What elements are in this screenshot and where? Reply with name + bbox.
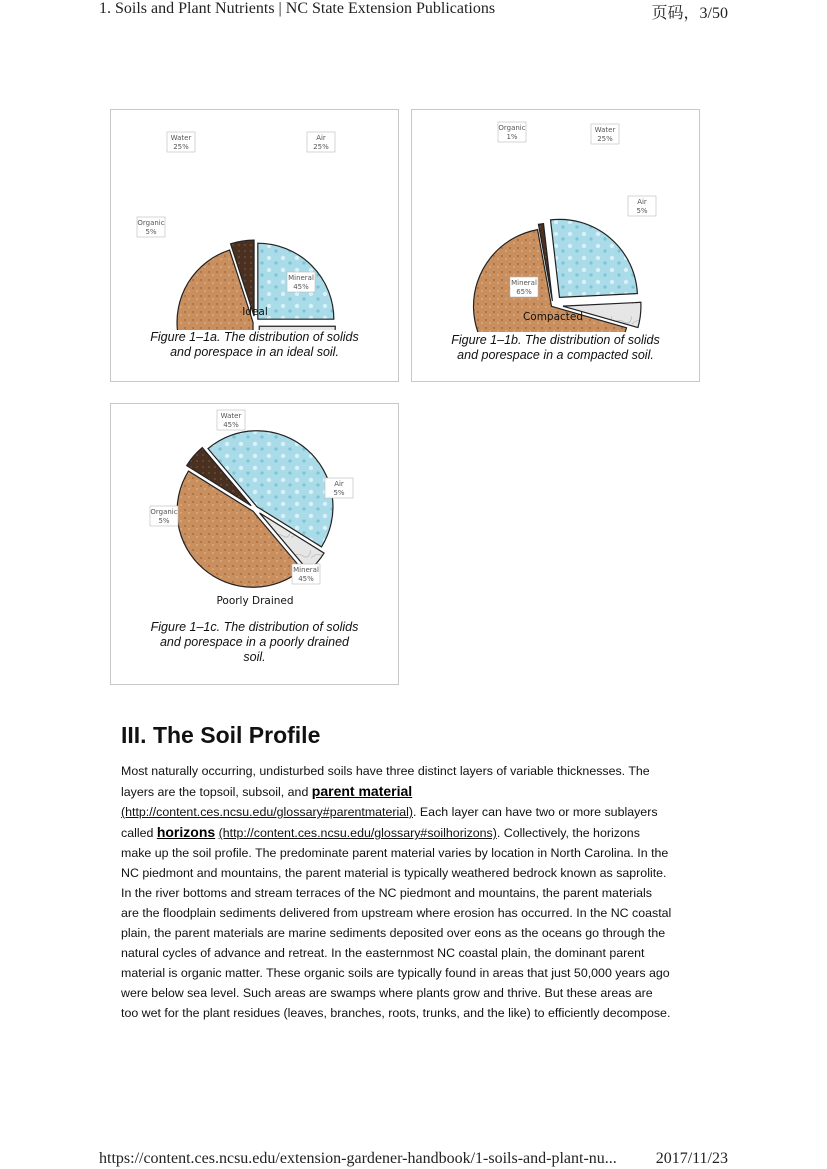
pie-label-value: 5% (145, 228, 157, 236)
pie-label-value: 5% (636, 207, 648, 215)
pie-label-value: 1% (506, 133, 518, 141)
figure-poorly-drained (110, 403, 399, 685)
pie-label-organic (498, 122, 526, 142)
body-line: are the floodplain sediments delivered from upstream where erosion has occurred. In the NC coastal (121, 906, 672, 920)
pie-label-air (325, 478, 353, 498)
caption-line: Figure 1–1a. The distribution of solids (150, 330, 359, 344)
pie-chart-poorly-drained (111, 404, 400, 619)
parent-material-url-link[interactable]: (http://content.ces.ncsu.edu/glossary#parentmaterial) (121, 805, 414, 819)
body-text-span: . Collectively, the horizons (496, 826, 640, 840)
page-footer-date: 2017/11/23 (655, 1150, 728, 1167)
pie-label-value: 25% (597, 135, 613, 143)
pie-label-organic (137, 217, 165, 237)
pie-label-air (307, 132, 335, 152)
pie-label-name: Air (334, 480, 344, 488)
pie-label-name: Air (316, 134, 326, 142)
pie-label-value: 45% (293, 283, 309, 291)
pie-label-organic (150, 506, 178, 526)
pie-label-value: 25% (313, 143, 329, 151)
section-heading: III. The Soil Profile (121, 722, 321, 748)
pie-label-name: Water (170, 134, 192, 142)
parent-material-link[interactable]: parent material (311, 783, 413, 799)
body-line: were below sea level. Such areas are swamps where plants grow and thrive. But these areas are (121, 986, 653, 1000)
body-text-span: . Each layer can have two or more sublayers (413, 805, 658, 819)
body-line: material is organic matter. These organic soils are typically found in areas that just 50,000 years ago (121, 966, 670, 980)
pie-label-water (167, 132, 195, 152)
page-footer-url: https://content.ces.ncsu.edu/extension-gardener-handbook/1-soils-and-plant-nu... (99, 1150, 617, 1167)
pie-label-name: Organic (498, 124, 526, 132)
figure-ideal (110, 109, 399, 382)
pie-label-value: 45% (298, 575, 314, 583)
pie-label-name: Mineral (511, 279, 537, 287)
pie-label-mineral (287, 272, 315, 292)
pie-label-value: 5% (158, 517, 170, 525)
caption-line: and porespace in an ideal soil. (170, 345, 339, 359)
body-line: natural cycles of advance and retreat. In the easternmost NC coastal plain, the dominant parent (121, 946, 645, 960)
section-body (121, 761, 711, 1023)
body-line: make up the soil profile. The predominate parent material varies by location in North Carolina. In the (121, 846, 669, 860)
pie-label-name: Mineral (293, 566, 319, 574)
page-number: 页码，3/50 (651, 5, 728, 22)
figure-caption (111, 620, 398, 665)
pie-label-name: Air (637, 198, 647, 206)
pie-label-name: Organic (137, 219, 165, 227)
pie-label-water (217, 410, 245, 430)
body-line: NC piedmont and mountains, the parent material is typically weathered bedrock known as saprolite. (121, 866, 667, 880)
pie-label-mineral (510, 277, 538, 297)
figure-compacted (411, 109, 700, 382)
body-text-span: called (121, 826, 157, 840)
body-line: too wet for the plant residues (leaves, branches, roots, trunks, and the like) to efficiently decompose. (121, 1006, 671, 1020)
pie-slice-water (551, 219, 638, 297)
pie-label-value: 45% (223, 421, 239, 429)
pie-label-name: Mineral (288, 274, 314, 282)
pie-label-name: Organic (150, 508, 178, 516)
page-header-title: 1. Soils and Plant Nutrients | NC State Extension Publications (99, 0, 496, 17)
pie-label-value: 25% (173, 143, 189, 151)
pie-label-name: Water (594, 126, 616, 134)
pie-label-water (591, 124, 619, 144)
body-text-span: layers are the topsoil, subsoil, and (121, 785, 312, 799)
body-line: Most naturally occurring, undisturbed soils have three distinct layers of variable thicknesses. The (121, 764, 650, 778)
pie-title: Poorly Drained (216, 595, 294, 607)
body-line (121, 822, 711, 843)
figure-caption (412, 333, 699, 363)
pie-label-mineral (292, 564, 320, 584)
pie-label-value: 5% (333, 489, 345, 497)
horizons-url-link[interactable]: (http://content.ces.ncsu.edu/glossary#soilhorizons) (218, 826, 497, 840)
body-line: plain, the parent materials are marine sediments deposited over eons as the oceans go through the (121, 926, 666, 940)
pie-title: Ideal (242, 306, 268, 318)
body-line (121, 781, 711, 802)
body-line: In the river bottoms and stream terraces of the NC piedmont and mountains, the parent materials (121, 886, 652, 900)
caption-line: soil. (243, 650, 266, 664)
horizons-link[interactable]: horizons (156, 824, 216, 840)
pie-chart-ideal (111, 110, 400, 330)
caption-line: Figure 1–1b. The distribution of solids (451, 333, 660, 347)
pie-label-air (628, 196, 656, 216)
pie-chart-compacted (412, 110, 701, 332)
body-line (121, 802, 711, 822)
caption-line: and porespace in a poorly drained (159, 635, 350, 649)
pie-title: Compacted (522, 311, 584, 323)
caption-line: Figure 1–1c. The distribution of solids (150, 620, 359, 634)
pie-label-name: Water (220, 412, 242, 420)
pie-label-value: 65% (516, 288, 532, 296)
figure-caption (111, 330, 398, 360)
caption-line: and porespace in a compacted soil. (457, 348, 654, 362)
